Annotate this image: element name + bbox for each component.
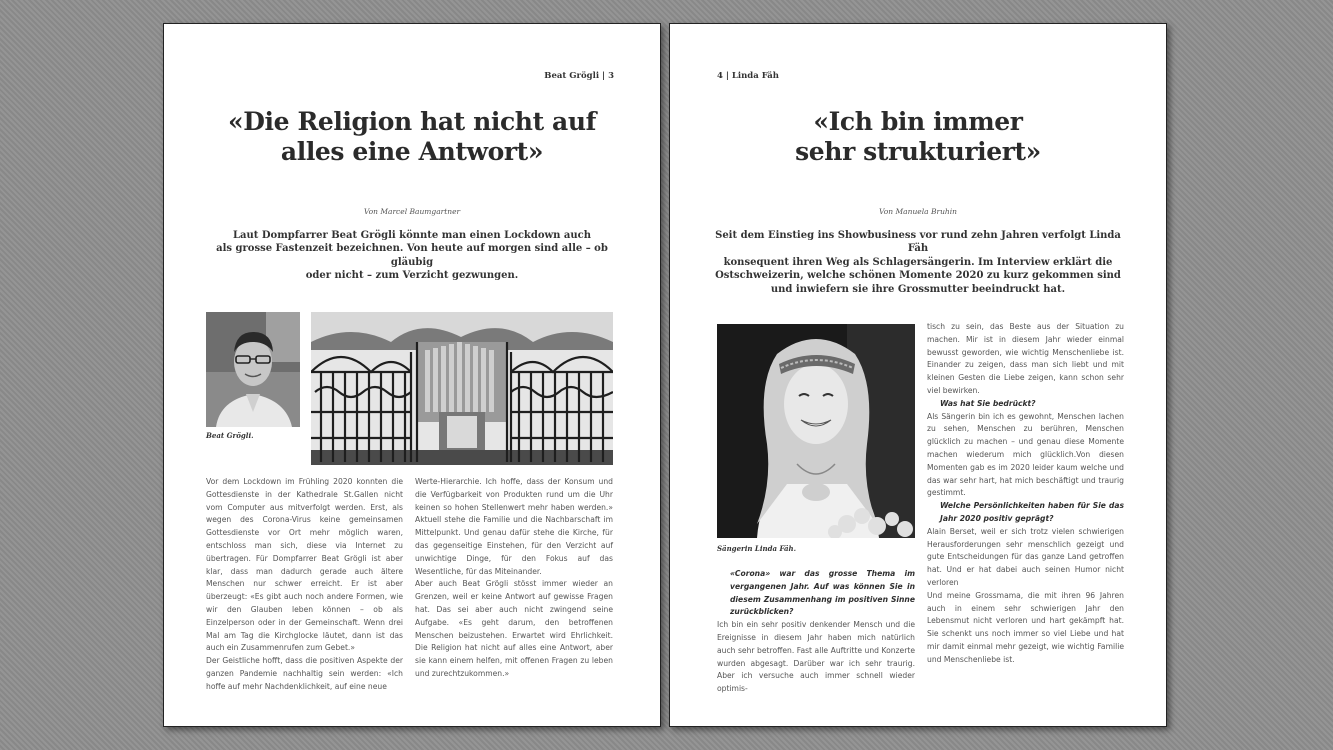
running-head-left: Beat Grögli | 3 [544,71,614,81]
body-column-1-right [717,568,915,696]
left-page [163,23,661,727]
interview-answer: Alain Berset, weil er sich trotz vielen schwierigen Herausforderungen sehr menschlich gezeigt und gute Entscheidungen für das ganze Land getroffen hat. Und er hat dabei auch seinen Humor nicht verloren [927,526,1124,587]
lead-line: als grosse Fastenzeit bezeichnen. Von heute auf morgen sind alle – ob gläubig [216,243,608,268]
interview-question: Was hat Sie bedrückt? [940,398,1036,408]
paragraph: Der Geistliche hofft, dass die positiven Aspekte der ganzen Pandemie nachhaltig sein werden: «Ich hoffe auf mehr Nachdenklichkeit, auf eine neue [206,656,403,691]
body-column-2-right [927,321,1124,667]
right-page [669,23,1167,727]
paragraph: Werte-Hierarchie. Ich hoffe, dass der Konsum und die Verfügbarkeit von Produkten rund um die Uhr keinen so hohen Stellenwert mehr haben werden.» Aktuell stehe die Familie und die Nachbarschaft im Mittelpunkt. Und genau dafür stehe die Kirche, für das gegenseitige Einstehen, für den Verzicht auf unwichtige Dinge, für den Fokus auf das Wesentliche, für das Miteinander. [415,477,613,576]
lead-line: Ostschweizerin, welche schönen Momente 2020 zu kurz gekommen sind [715,270,1121,282]
singer-photo-caption: Sängerin Linda Fäh. [717,544,797,553]
singer-photo [717,324,915,538]
paragraph: Vor dem Lockdown im Frühling 2020 konnten die Gottesdienste in der Kathedrale St.Gallen nicht vom Computer aus mitverfolgt werden. Erst, als wegen des Corona-Virus keine gemeinsamen Gottesdienste vor Ort mehr möglich waren, entschloss man sich, diese via Internet zu übertragen. Für Dompfarrer Beat Grögli ist aber klar, dass man dadurch gerade auch ältere Menschen nur schwer erreicht. Er ist aber überzeugt: «Es gibt auch noch andere Formen, wie wir den Glauben leben können – ob als Einzelperson oder in der Gemeinschaft. Wenn drei Mal am Tag die Kirchglocke läutet, dann ist das auch ein Zusammenrufen zum Gebet.» [206,477,403,653]
interview-answer: Ich bin ein sehr positiv denkender Mensch und die Ereignisse in diesem Jahr haben mich natürlich auch sehr betroffen. Fast alle Auftritte und Konzerte wurden abgesagt. Darüber war ich sehr traurig. Aber ich versuche auch immer schnell wieder optimis- [717,620,915,694]
headline-line: sehr strukturiert» [795,137,1041,166]
running-head-right: 4 | Linda Fäh [717,71,779,81]
body-column-1-left [206,476,403,694]
lead-line: Laut Dompfarrer Beat Grögli könnte man einen Lockdown auch [233,230,591,241]
interview-answer: Als Sängerin bin ich es gewohnt, Menschen lachen zu sehen, Menschen zu berühren, Menschen glücklich zu machen – und genau diese Momente machen wiederum mich glücklich.Von diesen Momenten gab es im 2020 leider kaum welche und das war sehr hart, hat mich beschäftigt und traurig gestimmt. [927,411,1124,498]
body-column-2-left [415,476,613,681]
paragraph: Aber auch Beat Grögli stösst immer wieder an Grenzen, weil er keine Antwort auf gewisse Fragen hat. Das sei aber auch nicht zwingend seine Aufgabe. «Es geht darum, den betroffenen Menschen beizustehen. Erwartet wird Ehrlichkeit. Die Religion hat nicht auf alles eine Antwort, aber sie kann einem helfen, mit offenen Fragen zu leben und zurechtzukommen.» [415,579,613,678]
byline-right: Von Manuela Bruhin [879,207,957,216]
interview-answer: tisch zu sein, das Beste aus der Situation zu machen. Mir ist in diesem Jahr wieder einmal bewusst geworden, wie wichtig Menschenliebe ist. Einander zu zeigen, dass man sich liebt und mit kleinen Gesten die Liebe zeigen, kann schon sehr viel bewirken. [927,322,1124,395]
interview-answer: Und meine Grossmama, die mit ihren 96 Jahren auch in einem sehr schwierigen Jahr den Lebensmut nicht verloren und hart gekämpft hat. Sie schenkt uns noch immer so viel Liebe und hat mir damit einmal mehr gezeigt, wie wichtig Familie und Menschenliebe ist. [927,590,1124,664]
interview-question: Welche Persönlichkeiten haben für Sie das Jahr 2020 positiv geprägt? [940,501,1124,523]
lead-line: oder nicht – zum Verzicht gezwungen. [305,270,519,282]
portrait-caption: Beat Grögli. [206,431,254,440]
headline-line: alles eine Antwort» [280,137,544,166]
byline-left: Von Marcel Baumgartner [363,207,461,216]
lead-right [710,229,1126,296]
lead-line: und inwiefern sie ihre Grossmutter beeindruckt hat. [770,283,1066,295]
lead-left [204,229,620,283]
headline-line: «Ich bin immer [813,107,1023,136]
headline-line: «Die Religion hat nicht auf [228,107,596,136]
lead-line: konsequent ihren Weg als Schlagersängerin. Im Interview erklärt die [723,256,1113,268]
cathedral-organ-photo [311,312,613,465]
headline-right [670,107,1166,167]
portrait-photo [206,312,300,427]
headline-left [164,107,660,167]
interview-question: «Corona» war das grosse Thema im vergangenen Jahr. Auf was können Sie in diesem Zusammenhang im positiven Sinne zurückblicken? [730,569,915,617]
lead-line: Seit dem Einstieg ins Showbusiness vor rund zehn Jahren verfolgt Linda Fäh [715,230,1121,255]
